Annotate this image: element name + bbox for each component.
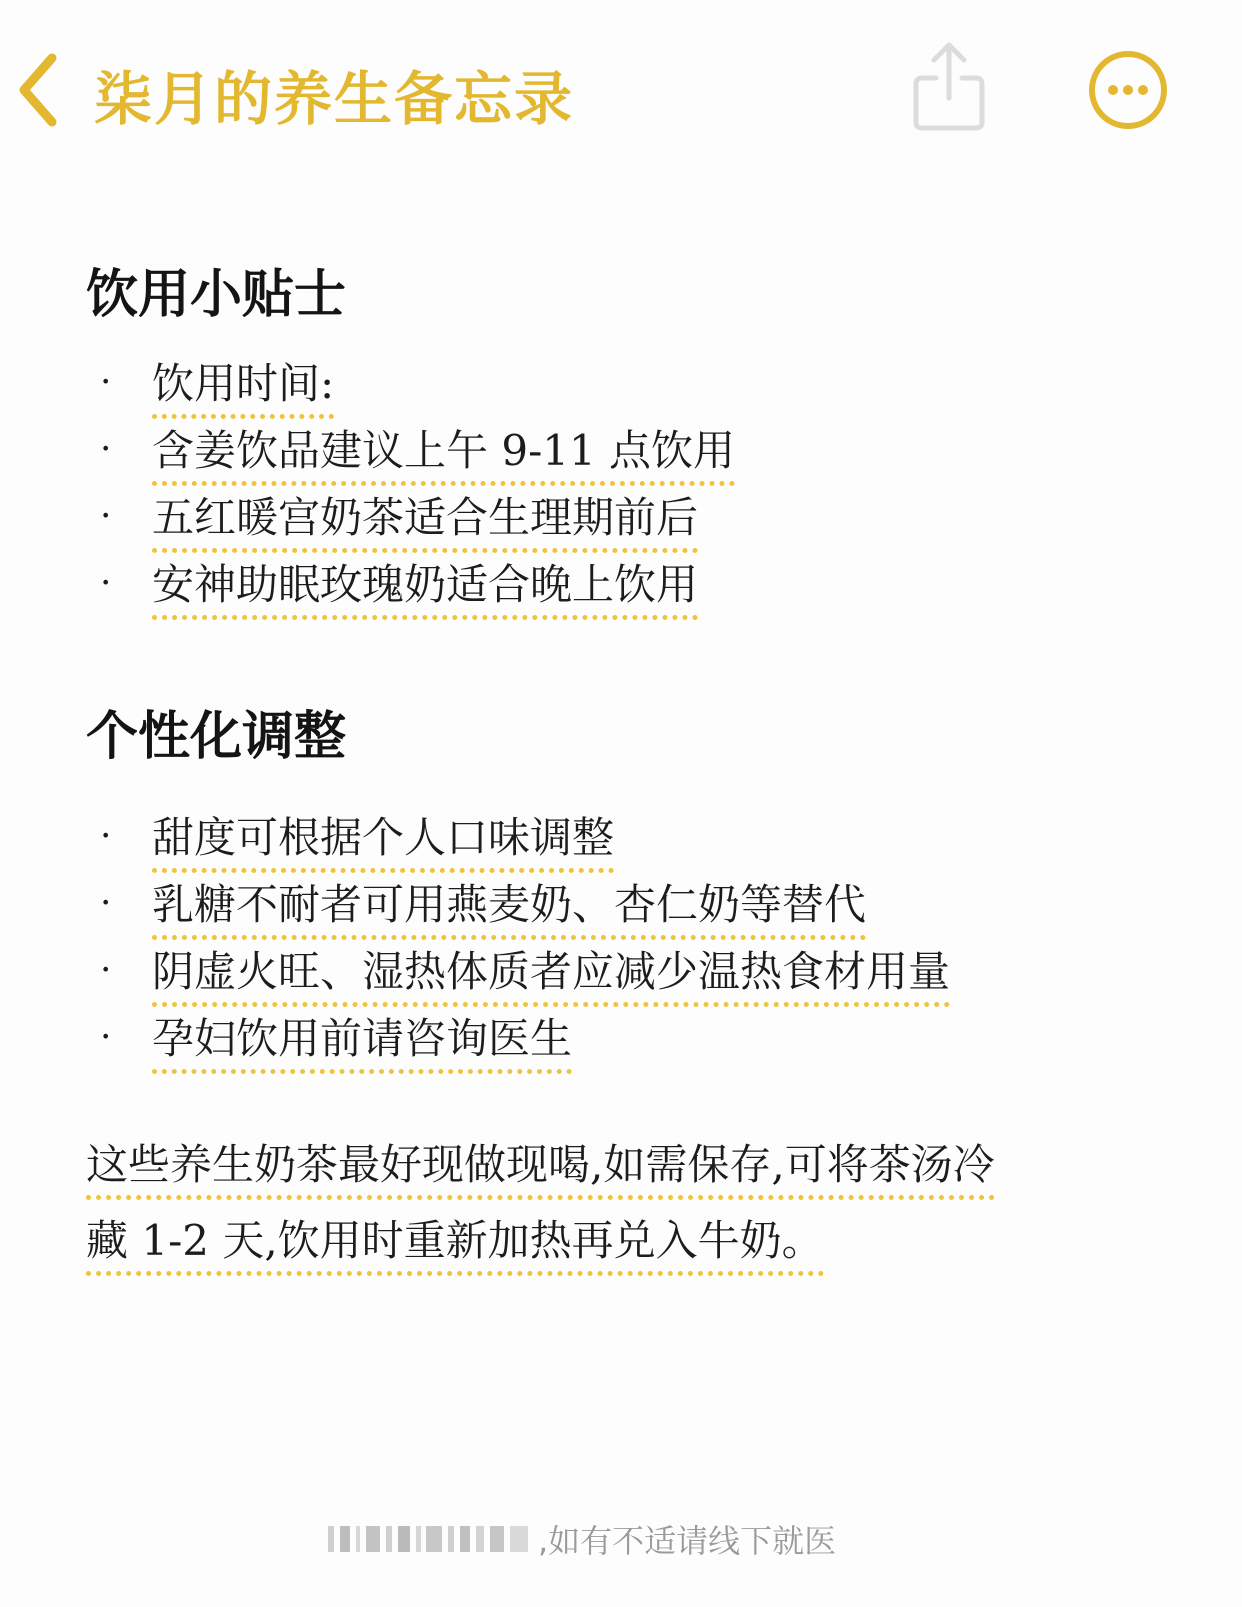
bullet: · bbox=[100, 1017, 112, 1058]
adjust-item-text: 甜度可根据个人口味调整 bbox=[152, 810, 614, 873]
adjust-item-text: 阴虚火旺、湿热体质者应减少温热食材用量 bbox=[152, 944, 950, 1007]
tip-item-text: 饮用时间: bbox=[152, 356, 334, 419]
footer-disclaimer bbox=[0, 1508, 1242, 1568]
back-button[interactable] bbox=[14, 50, 64, 130]
storage-note-line: 这些养生奶茶最好现做现喝,如需保存,可将茶汤冷 bbox=[86, 1137, 995, 1200]
bullet: · bbox=[100, 362, 112, 403]
more-options-icon bbox=[1086, 48, 1170, 132]
storage-note-line: 藏 1-2 天,饮用时重新加热再兑入牛奶。 bbox=[86, 1213, 824, 1276]
share-button[interactable] bbox=[912, 40, 986, 132]
more-options-button[interactable] bbox=[1086, 48, 1170, 132]
redacted-text-bars bbox=[326, 1522, 536, 1556]
bullet: · bbox=[100, 816, 112, 857]
bullet: · bbox=[100, 496, 112, 537]
tip-item-text: 五红暖宫奶茶适合生理期前后 bbox=[152, 490, 698, 553]
tip-item-text: 含姜饮品建议上午 9-11 点饮用 bbox=[152, 423, 735, 486]
footer-note-text: ,如有不适请线下就医 bbox=[538, 1522, 837, 1560]
tip-item-text: 安神助眠玫瑰奶适合晚上饮用 bbox=[152, 557, 698, 620]
bullet: · bbox=[100, 429, 112, 470]
chevron-left-icon bbox=[14, 50, 64, 130]
section-heading-adjust: 个性化调整 bbox=[86, 706, 347, 767]
bullet: · bbox=[100, 563, 112, 604]
storage-note-paragraph bbox=[86, 1132, 1146, 1284]
adjust-item-text: 乳糖不耐者可用燕麦奶、杏仁奶等替代 bbox=[152, 877, 866, 940]
section-heading-tips: 饮用小贴士 bbox=[86, 264, 347, 325]
navigation-bar bbox=[0, 0, 1242, 180]
adjust-item-text: 孕妇饮用前请咨询医生 bbox=[152, 1011, 572, 1074]
note-folder-title[interactable]: 柒月的养生备忘录 bbox=[94, 65, 575, 133]
bullet: · bbox=[100, 883, 112, 924]
share-icon bbox=[912, 40, 986, 132]
bullet: · bbox=[100, 950, 112, 991]
